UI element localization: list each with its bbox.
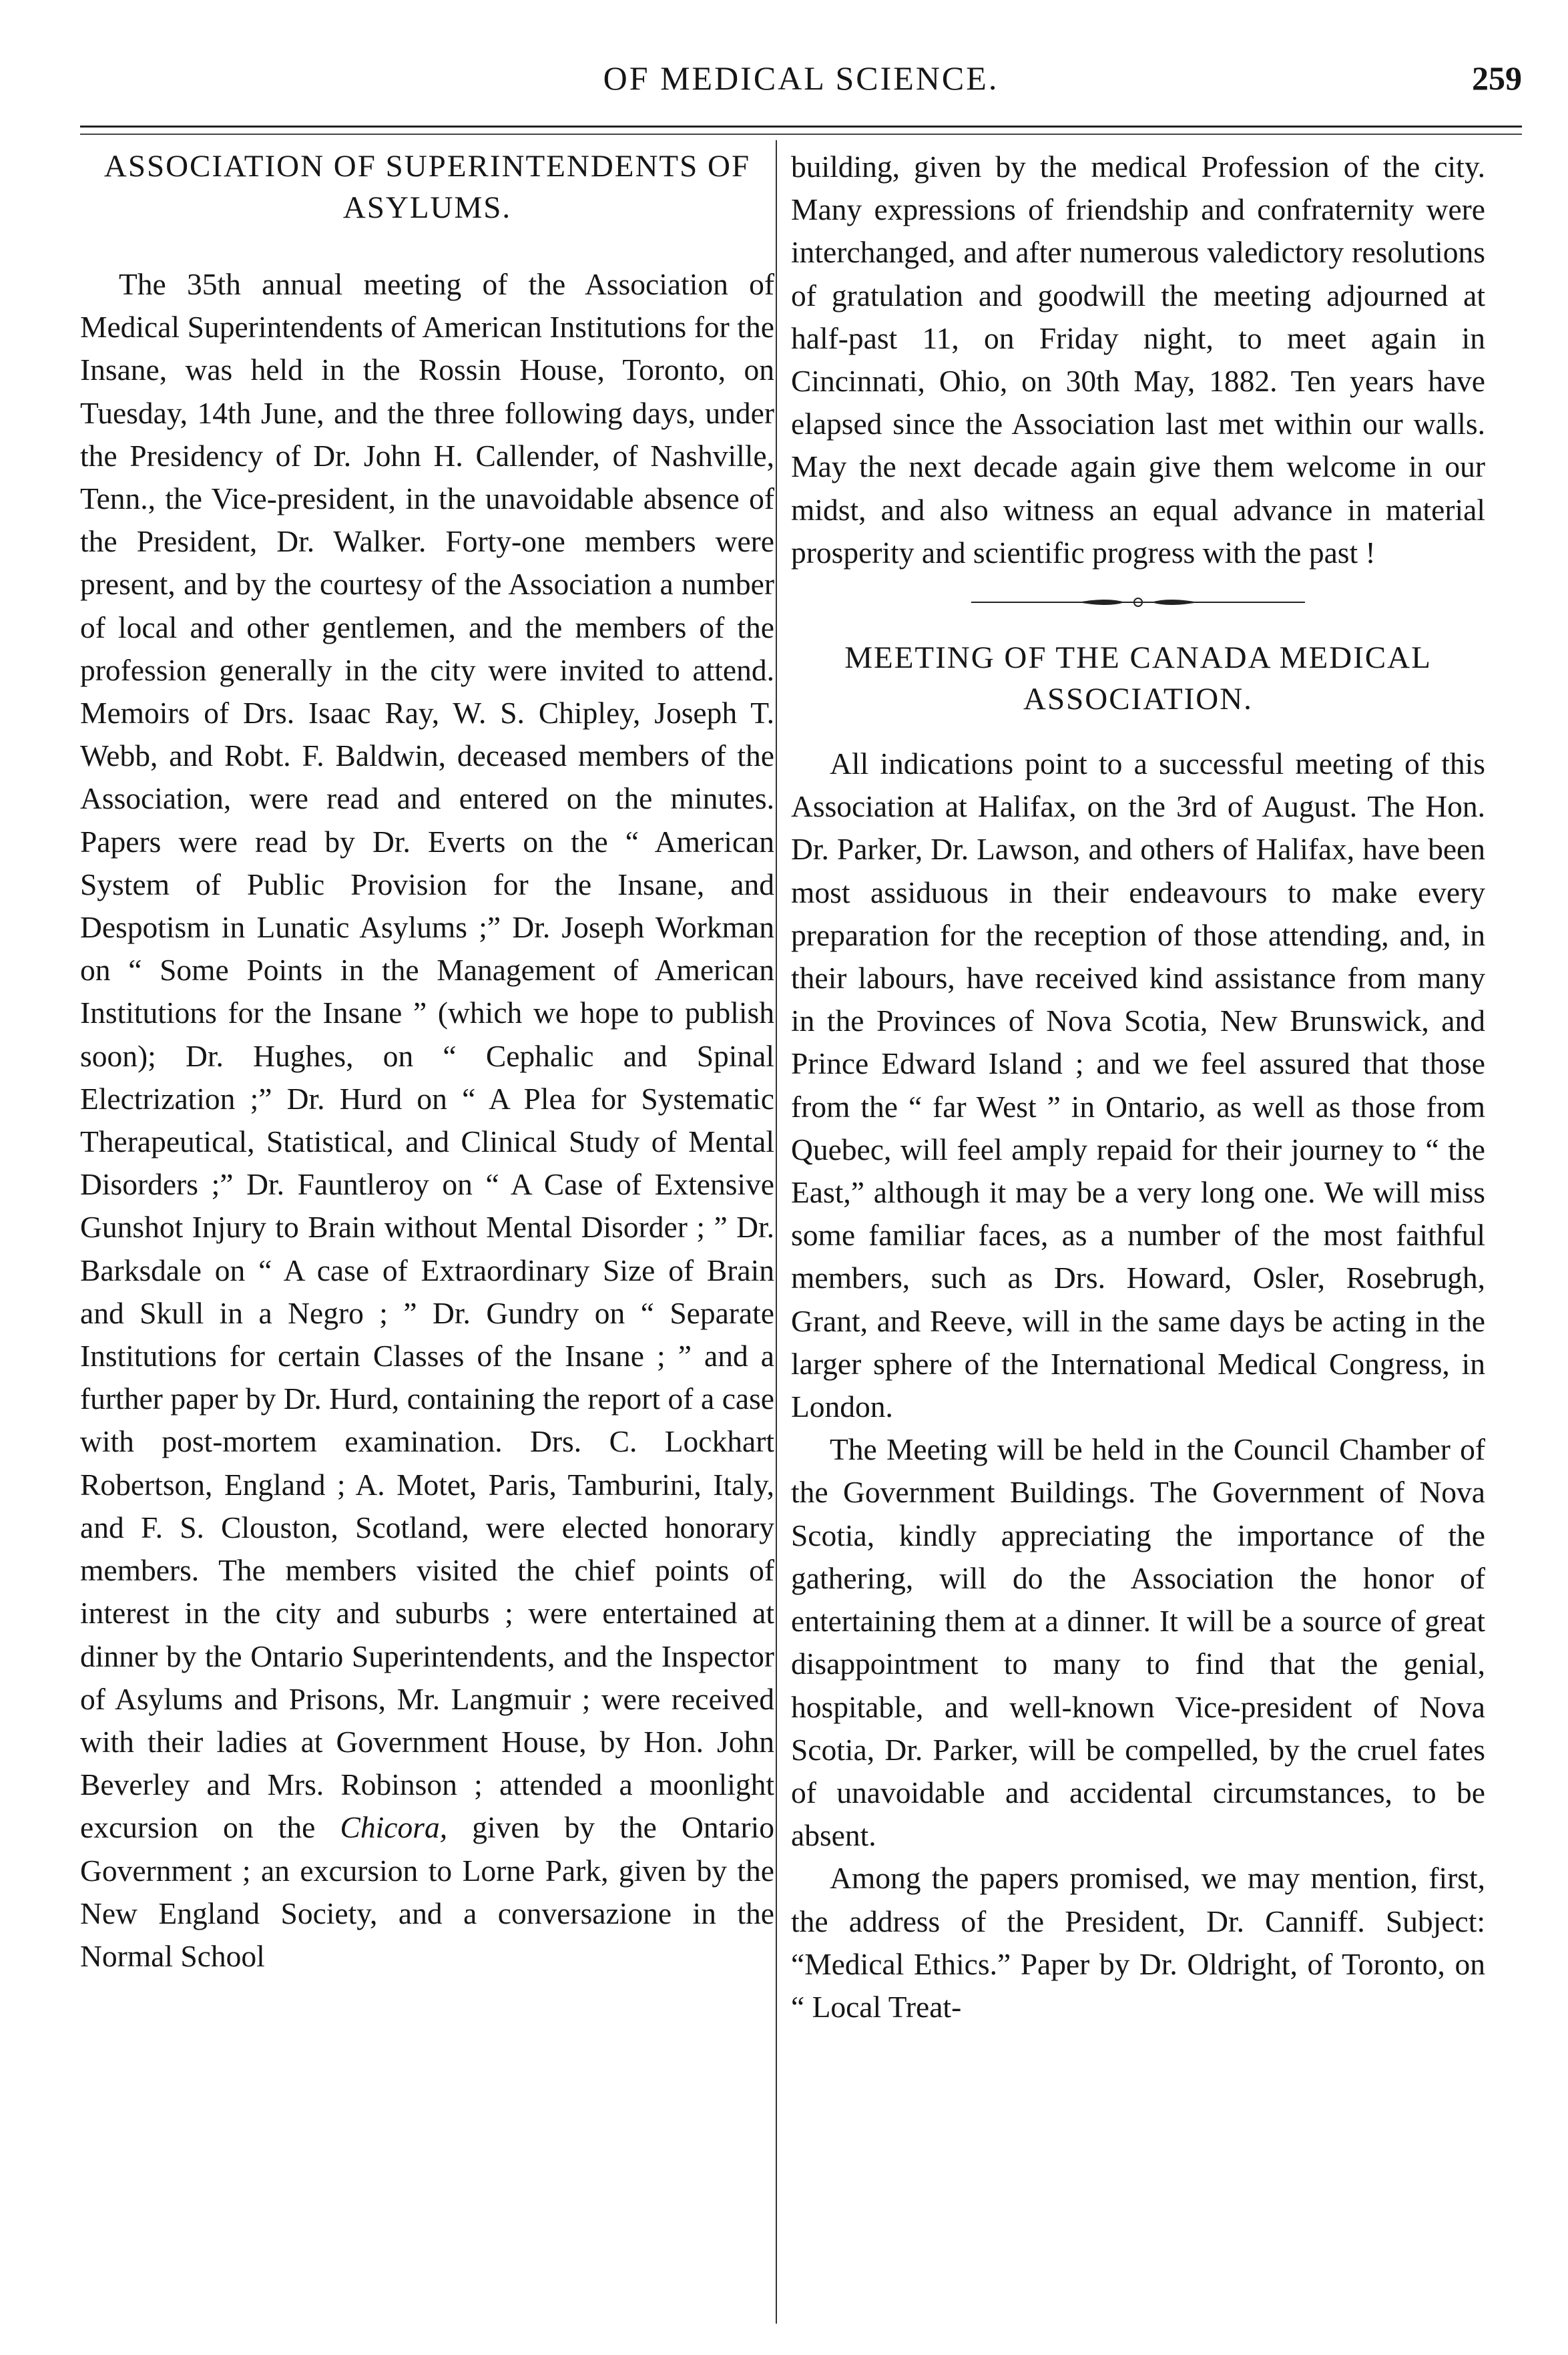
article-paragraph: Among the papers promised, we may mention, first, the address of the President, Dr. Canniff. Subject: “Medical Ethics.” Paper by Dr. Oldright, of Toronto, on “ Local Treat- — [791, 1861, 1485, 2024]
page-number: 259 — [1472, 59, 1522, 97]
article-heading-asylums: ASSOCIATION OF SUPERINTENDENTS OF ASYLUMS. — [103, 149, 751, 225]
article-heading-canada-medical: MEETING OF THE CANADA MEDICAL ASSOCIATION. — [844, 640, 1432, 717]
ship-name: Chicora, — [340, 1810, 448, 1845]
article-paragraph: All indications point to a successful meeting of this Association at Halifax, on the 3rd of August. The Hon. Dr. Parker, Dr. Lawson, and others of Halifax, have been most assiduous in their endeavours to make every preparation for the reception of those attending, and, in their labours, have received kind assistance from many in the Provinces of Nova Scotia, New Brunswick, and Prince Edward Island ; and we feel assured that those from the “ far West ” in Ontario, as well as those from Quebec, will feel amply repaid for their journey to “ the East,” although it may be a very long one. We will miss some familiar faces, as a number of the most faithful members, such as Drs. Howard, Osler, Rosebrugh, Grant, and Reeve, will in the same days be acting in the larger sphere of the International Medical Congress, in London. — [791, 746, 1485, 1424]
paragraph-text: The 35th annual meeting of the Association of Medical Superintendents of American Institutions for the Insane, was held in the Rossin House, Toronto, on Tuesday, 14th June, and the three following days, under the Presidency of Dr. John H. Callender, of Nashville, Tenn., the Vice-president, in the unavoidable absence of the President, Dr. Walker. Forty-one members were present, and by the courtesy of the Association a number of local and other gentlemen, and the members of the profession generally in the city were invited to attend. Memoirs of Drs. Isaac Ray, W. S. Chipley, Joseph T. Webb, and Robt. F. Baldwin, deceased members of the Association, were read and entered on the minutes. Papers were read by Dr. Everts on the “ American System of Public Provision for the Insane, and Despotism in Lunatic Asylums ;” Dr. Joseph Workman on “ Some Points in the Management of American Institutions for the Insane ” (which we hope to publish soon); Dr. Hughes, on “ Cephalic and Spinal Electrization ;” Dr. Hurd on “ A Plea for Systematic Therapeutical, Statistical, and Clinical Study of Mental Disorders ;” Dr. Fauntleroy on “ A Case of Extensive Gunshot Injury to Brain without Mental Disorder ; ” Dr. Barksdale on “ A case of Extraordinary Size of Brain and Skull in a Negro ; ” Dr. Gundry on “ Separate Institutions for certain Classes of the Insane ; ” and a further paper by Dr. Hurd, containing the report of a case with post-mortem examination. Drs. C. Lockhart Robertson, England ; A. Motet, Paris, Tamburini, Italy, and F. S. Clouston, Scotland, were elected honorary members. The members visited the chief points of interest in the city and suburbs ; were entertained at dinner by the Ontario Superintendents, and the Inspector of Asylums and Prisons, Mr. Langmuir ; were received with their ladies at Government House, by Hon. John Beverley and Mrs. Robinson ; attended a moonlight excursion on the — [80, 267, 774, 1845]
header-rule-thin — [80, 134, 1522, 135]
paragraph-text-end: given by the Ontario Government ; an excursion to Lorne Park, given by the New England Society, and a conversazione in the Normal School — [80, 1810, 774, 1973]
running-head — [80, 59, 1522, 112]
section-ornament — [965, 594, 1312, 610]
header-rule-thick — [80, 126, 1522, 128]
article-paragraph: The Meeting will be held in the Council Chamber of the Government Buildings. The Government of Nova Scotia, kindly appreciating the importance of the gathering, will do the Association the honor of entertaining them at a dinner. It will be a source of great disappointment to many to find that the genial, hospitable, and well-known Vice-president of Nova Scotia, Dr. Parker, will be compelled, by the cruel fates of unavoidable and accidental circumstances, to be absent. — [791, 1432, 1485, 1853]
left-column — [80, 146, 774, 1978]
right-column — [791, 146, 1485, 2028]
running-title: OF MEDICAL SCIENCE. — [603, 59, 999, 97]
article-continuation: building, given by the medical Profession of the city. Many expressions of friendship and confraternity were interchanged, and after numerous valedictory resolutions of gratulation and goodwill the meeting adjourned at half-past 11, on Friday night, to meet again in Cincinnati, Ohio, on 30th May, 1882. Ten years have elapsed since the Association last met within our walls. May the next decade again give them welcome in our midst, and also witness an equal advance in material prosperity and scientific progress with the past ! — [791, 150, 1485, 570]
article-paragraph — [80, 263, 774, 1978]
column-divider — [776, 140, 777, 2324]
